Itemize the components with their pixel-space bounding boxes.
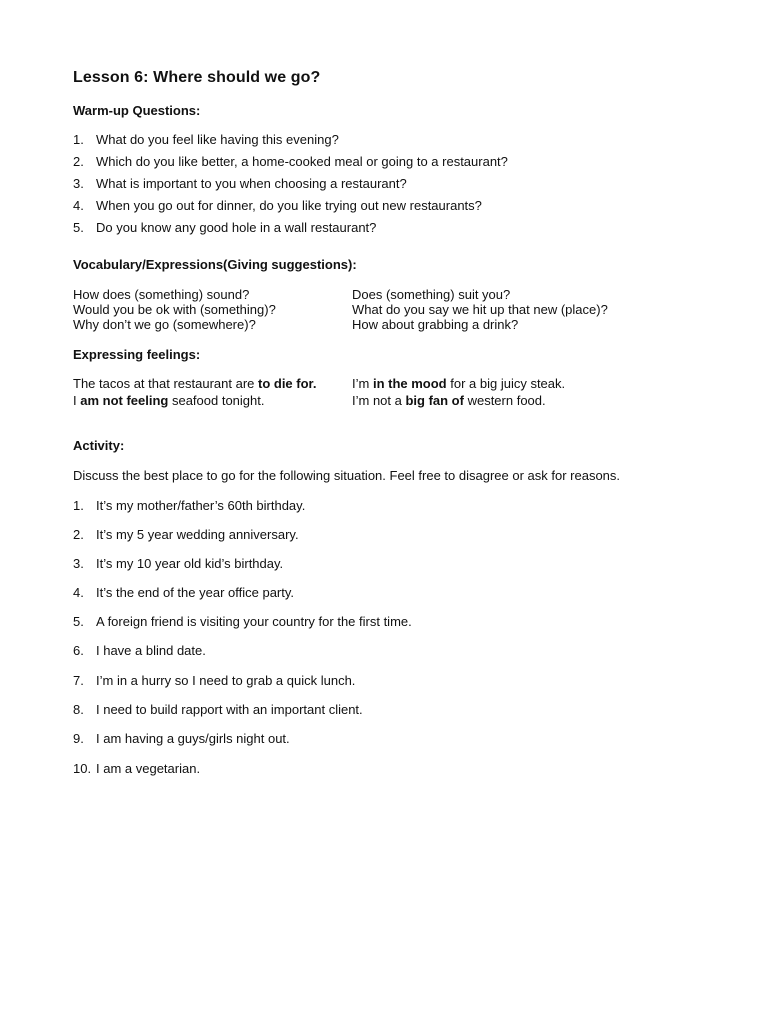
warmup-heading: Warm-up Questions: [73,103,201,118]
activity-item-text: It’s the end of the year office party. [96,585,295,600]
feelings-left-item [73,376,317,391]
activity-item-number: 7. [73,673,84,688]
activity-item [73,585,294,600]
feelings-text: I’m not a [352,393,406,408]
warmup-item-number: 4. [73,198,84,213]
warmup-item-text: When you go out for dinner, do you like trying out new restaurants? [96,198,482,213]
activity-item-number: 4. [73,585,84,600]
feelings-bold-phrase: to die for. [258,376,317,391]
vocab-left-item: Why don’t we go (somewhere)? [73,317,256,332]
warmup-item [73,198,482,213]
activity-item-number: 9. [73,731,84,746]
feelings-text: seafood tonight. [168,393,265,408]
warmup-item-text: What is important to you when choosing a restaurant? [96,176,407,191]
activity-item-number: 6. [73,643,84,658]
feelings-bold-phrase: in the mood [372,376,447,391]
activity-heading: Activity: [73,438,125,453]
activity-item-number: 3. [73,556,84,571]
activity-item [73,643,206,658]
warmup-item-number: 2. [73,154,84,169]
feelings-text: western food. [463,393,546,408]
warmup-item-number: 3. [73,176,84,191]
activity-item [73,731,290,746]
feelings-bold-phrase: am not feeling [80,393,169,408]
activity-item-number: 2. [73,527,84,542]
activity-instructions: Discuss the best place to go for the following situation. Feel free to disagree or ask for reasons. [73,468,621,483]
activity-item-text: I have a blind date. [96,643,206,658]
activity-item-text: I’m in a hurry so I need to grab a quick lunch. [96,673,356,688]
activity-item-number: 1. [73,498,84,513]
activity-item [73,702,363,717]
vocab-left-item: How does (something) sound? [73,287,250,302]
activity-item-text: I need to build rapport with an important client. [96,702,363,717]
activity-item-text: It’s my mother/father’s 60th birthday. [96,498,306,513]
warmup-item [73,132,339,147]
activity-item [73,527,299,542]
feelings-bold-phrase: big fan of [405,393,464,408]
warmup-item-number: 5. [73,220,84,235]
activity-item [73,761,200,776]
activity-item-number: 5. [73,614,84,629]
page-title: Lesson 6: Where should we go? [73,69,321,86]
vocab-right-item: What do you say we hit up that new (place)? [352,302,608,317]
feelings-text: The tacos at that restaurant are [73,376,258,391]
warmup-item [73,154,508,169]
activity-item-number: 10. [73,761,92,776]
warmup-item-text: What do you feel like having this evening? [96,132,339,147]
activity-item [73,556,283,571]
feelings-text: I’m [352,376,373,391]
feelings-text: for a big juicy steak. [446,376,566,391]
vocab-right-item: Does (something) suit you? [352,287,511,302]
warmup-item-number: 1. [73,132,84,147]
feelings-heading: Expressing feelings: [73,347,201,362]
activity-item [73,673,355,688]
feelings-left-item [73,393,265,408]
activity-item-text: I am having a guys/girls night out. [96,731,290,746]
activity-item-text: It’s my 5 year wedding anniversary. [96,527,299,542]
activity-item-text: A foreign friend is visiting your country for the first time. [96,614,412,629]
activity-item-text: I am a vegetarian. [96,761,201,776]
activity-item [73,498,305,513]
activity-item [73,614,412,629]
activity-item-number: 8. [73,702,84,717]
vocab-heading: Vocabulary/Expressions(Giving suggestions): [73,257,357,272]
vocab-left-item: Would you be ok with (something)? [73,302,276,317]
activity-item-text: It’s my 10 year old kid’s birthday. [96,556,284,571]
warmup-item [73,220,376,235]
feelings-right-item [352,376,565,391]
vocab-right-item: How about grabbing a drink? [352,317,519,332]
warmup-item [73,176,407,191]
feelings-text: I [73,393,81,408]
warmup-item-text: Do you know any good hole in a wall restaurant? [96,220,377,235]
warmup-item-text: Which do you like better, a home-cooked meal or going to a restaurant? [96,154,508,169]
feelings-right-item [352,393,546,408]
